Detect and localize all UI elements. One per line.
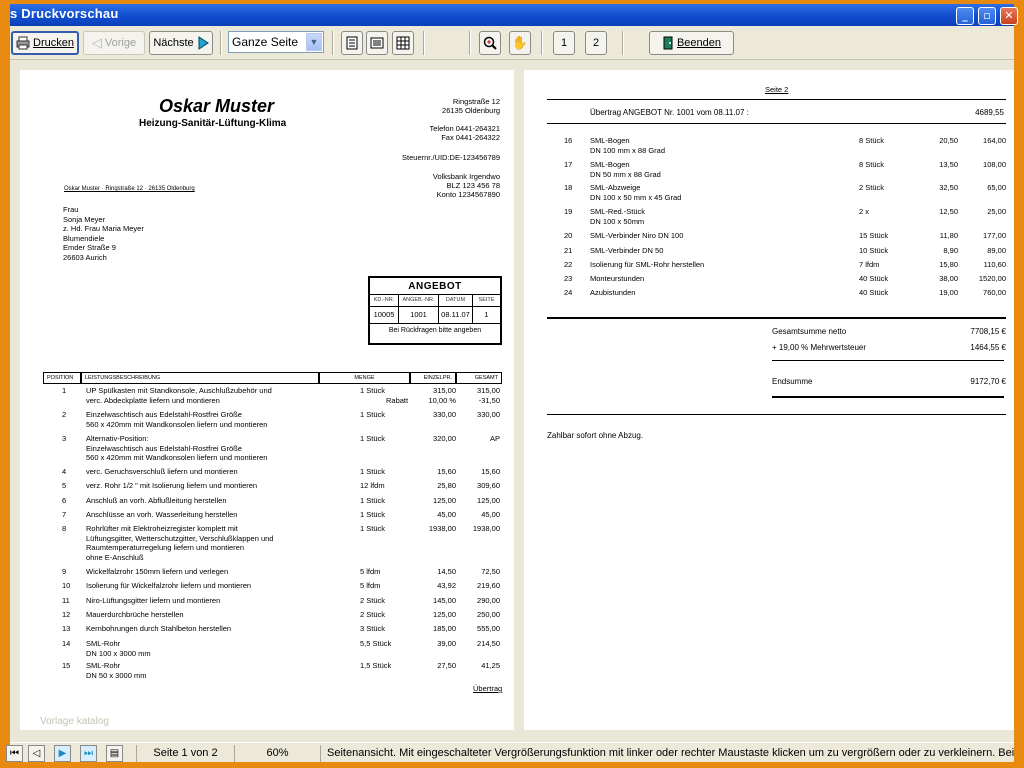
item-description: DN 50 x 3000 mm xyxy=(86,670,147,680)
item-position: 24 xyxy=(564,288,573,297)
door-exit-icon xyxy=(662,36,674,50)
zoom-indicator: 60% xyxy=(234,745,320,762)
page-indicator: Seite 1 von 2 xyxy=(136,745,234,762)
item-unit-price: 14,50 xyxy=(437,567,456,576)
item-unit-price: 38,00 xyxy=(939,274,958,283)
item-description: Monteurstunden xyxy=(590,274,645,283)
item-position: 19 xyxy=(564,207,573,216)
print-button[interactable] xyxy=(11,31,79,55)
item-total: 25,00 xyxy=(987,207,1006,216)
page-2-label: 2 xyxy=(592,37,600,49)
item-unit-price: 25,80 xyxy=(437,481,456,490)
item-total: 555,00 xyxy=(477,624,500,633)
item-description: 560 x 420mm mit Wandkonsolen liefern und montieren xyxy=(86,453,268,462)
offer-header-number: ANGEB.-NR. xyxy=(399,295,439,306)
item-quantity: 1 Stück xyxy=(360,410,386,419)
item-quantity: 15 Stück xyxy=(859,231,889,240)
status-hint: Seitenansicht. Mit eingeschalteter Vergrößerungsfunktion mit linker oder rechter Maustaste klicken um zu vergrößern oder zu verkleinern. Bei xyxy=(320,745,1014,762)
item-total: 45,00 xyxy=(481,510,500,519)
offer-page: 1 xyxy=(484,310,489,319)
status-bar xyxy=(10,742,1014,762)
final-total-value: 9172,70 € xyxy=(970,377,1006,386)
item-total: 760,00 xyxy=(983,288,1006,297)
divider xyxy=(772,360,1004,361)
item-position: 15 xyxy=(62,661,71,670)
item-description: SML-Bogen xyxy=(590,136,630,145)
item-description: Alternativ-Position: xyxy=(86,434,149,443)
toolbar-separator xyxy=(220,31,222,55)
watermark: Vorlage katalog xyxy=(40,716,109,727)
item-quantity: 1,5 Stück xyxy=(360,661,392,670)
item-quantity: 1 Stück xyxy=(360,524,386,533)
item-total: 41,25 xyxy=(481,661,500,670)
item-quantity: 7 lfdm xyxy=(859,260,880,269)
recipient-line: Frau xyxy=(63,205,79,214)
minimize-button[interactable] xyxy=(956,7,974,25)
item-description: Niro-Lüftungsgitter liefern und montieren xyxy=(86,596,221,605)
item-unit-price: 11,80 xyxy=(939,231,958,240)
item-quantity: 1 Stück xyxy=(360,467,386,476)
item-unit-price: 315,00 xyxy=(433,386,456,395)
close-icon: ✕ xyxy=(1004,9,1014,22)
item-quantity: 10 Stück xyxy=(859,246,889,255)
triangle-left-icon: ◁ xyxy=(32,748,41,759)
col-header-position: POSITION xyxy=(43,372,81,384)
company-tagline: Heizung-Sanitär-Lüftung-Klima xyxy=(139,118,287,129)
item-description: DN 100 x 3000 mm xyxy=(86,648,151,658)
page-2-label: Seite 2 xyxy=(765,85,789,94)
item-position: 23 xyxy=(564,274,573,283)
item-quantity: 2 x xyxy=(859,207,870,216)
item-unit-price: 185,00 xyxy=(433,624,456,633)
triangle-right-icon: ▶ xyxy=(58,748,67,759)
item-position: 20 xyxy=(564,231,573,240)
preview-area[interactable] xyxy=(10,60,1014,742)
item-description: Lüftungsgitter, Wetterschutzgitter, Verschlußklappen und xyxy=(86,533,274,543)
print-page-nav-button[interactable] xyxy=(106,745,123,762)
item-unit-price: 32,50 xyxy=(939,183,958,192)
item-position: 11 xyxy=(62,596,70,605)
item-total: 315,00 xyxy=(477,386,500,395)
item-description: SML-Red.-Stück xyxy=(590,207,646,216)
previous-page-button[interactable] xyxy=(83,31,145,55)
print-label: Drucken xyxy=(33,37,74,49)
item-unit-price: 45,00 xyxy=(437,510,456,519)
offer-info-box xyxy=(368,276,502,345)
item-quantity: 2 Stück xyxy=(360,610,386,619)
item-unit-price: 15,80 xyxy=(939,260,958,269)
item-description: SML-Abzweige xyxy=(590,183,641,192)
zoom-select[interactable] xyxy=(228,31,324,53)
item-position: 8 xyxy=(62,524,67,533)
first-page-button[interactable] xyxy=(6,745,23,762)
item-quantity: 2 Stück xyxy=(360,596,386,605)
item-position: 7 xyxy=(62,510,67,519)
page-icon: ▤ xyxy=(109,748,120,759)
carry-over-amount: 4689,55 xyxy=(975,108,1004,117)
item-unit-price: 125,00 xyxy=(433,610,456,619)
first-page-icon: ⏮ xyxy=(10,748,19,759)
pan-button[interactable] xyxy=(509,31,531,55)
hand-icon: ✋ xyxy=(511,35,529,50)
final-total-label: Endsumme xyxy=(772,377,813,386)
exit-button[interactable] xyxy=(649,31,734,55)
item-description: Anschlüsse an vorh. Wasserleitung herstellen xyxy=(86,510,238,519)
bank-code: BLZ 123 456 78 xyxy=(446,181,500,190)
item-quantity: 3 Stück xyxy=(360,624,386,633)
recipient-line: Blumendiele xyxy=(63,233,105,243)
triangle-right-icon xyxy=(197,36,209,50)
address-street: Ringstraße 12 xyxy=(452,97,500,106)
item-quantity: 2 Stück xyxy=(859,183,885,192)
item-description: verc. Geruchsverschluß liefern und montieren xyxy=(86,467,238,476)
single-page-view-button[interactable] xyxy=(341,31,363,55)
prev-page-nav-button[interactable] xyxy=(28,745,45,762)
item-description: DN 100 mm x 88 Grad xyxy=(590,145,666,155)
item-total: 290,00 xyxy=(477,596,500,605)
item-quantity: 8 Stück xyxy=(859,160,885,169)
item-position: 13 xyxy=(62,624,71,633)
item-description: Einzelwaschtisch aus Edelstahl-Rostfrei Größe xyxy=(86,443,242,453)
item-total: 1938,00 xyxy=(472,524,500,533)
item-position: 6 xyxy=(62,496,67,505)
maximize-button[interactable] xyxy=(978,7,996,25)
item-unit-price: 39,00 xyxy=(437,639,456,648)
item-unit-price: 15,60 xyxy=(437,467,456,476)
last-page-button[interactable] xyxy=(80,745,97,762)
bank-account: Konto 1234567890 xyxy=(436,190,500,199)
item-unit-price: 43,92 xyxy=(437,581,456,590)
address-city: 26135 Oldenburg xyxy=(442,106,500,115)
bank-name: Volksbank Irgendwo xyxy=(432,172,500,181)
item-total: 250,00 xyxy=(477,610,500,619)
col-header-quantity: MENGE xyxy=(319,372,410,384)
divider xyxy=(547,317,1006,319)
page-1-label: 1 xyxy=(560,37,568,49)
item-unit-price: 12,50 xyxy=(939,207,958,216)
col-header-total: GESAMT xyxy=(456,372,502,384)
divider xyxy=(772,396,1004,398)
item-description: Azubistunden xyxy=(590,288,636,297)
two-page-icon xyxy=(370,37,384,49)
recipient-line: z. Hd. Frau Maria Meyer xyxy=(63,224,144,233)
item-description: UP Spülkasten mit Standkonsole, Auschlußzubehör und xyxy=(86,386,272,395)
item-total: AP xyxy=(489,434,500,443)
item-position: 1 xyxy=(62,386,67,395)
item-quantity: 12 lfdm xyxy=(360,481,385,490)
toolbar-separator xyxy=(469,31,471,55)
printer-icon xyxy=(16,36,30,50)
item-unit-price: 20,50 xyxy=(939,136,958,145)
next-label: Nächste xyxy=(153,37,194,49)
magnifier-icon xyxy=(483,36,497,50)
net-total-label: Gesamtsumme netto xyxy=(772,327,847,336)
recipient-line: Emder Straße 9 xyxy=(63,243,116,252)
item-unit-price: 19,00 xyxy=(939,288,958,297)
item-position: 3 xyxy=(62,434,67,443)
item-unit-price: 8,90 xyxy=(943,246,958,255)
item-unit-price: 125,00 xyxy=(433,496,456,505)
item-discount-label: Rabatt xyxy=(386,395,409,405)
zoom-button[interactable] xyxy=(479,31,501,55)
phone: Telefon 0441-264321 xyxy=(429,124,500,133)
item-description: SML-Rohr xyxy=(86,661,121,670)
item-unit-price: 13,50 xyxy=(939,160,958,169)
restore-icon: ▫ xyxy=(983,9,991,22)
col-header-unit-price: EINZELPR. xyxy=(410,372,456,384)
recipient-line: 26603 Aurich xyxy=(63,252,107,262)
toolbar xyxy=(10,26,1014,60)
minimize-icon: _ xyxy=(962,9,968,22)
next-page-button[interactable] xyxy=(149,31,213,55)
item-position: 14 xyxy=(62,639,71,648)
divider xyxy=(547,414,1006,415)
item-total: 110,60 xyxy=(983,260,1006,269)
item-quantity: 1 Stück xyxy=(360,496,386,505)
document-page-2 xyxy=(524,70,1014,730)
item-total: 309,60 xyxy=(477,481,500,490)
item-position: 17 xyxy=(564,160,573,169)
item-description: SML-Bogen xyxy=(590,160,630,169)
item-quantity: 8 Stück xyxy=(859,136,885,145)
offer-header-date: DATUM xyxy=(439,295,473,306)
item-total: 15,60 xyxy=(481,467,500,476)
next-page-nav-button[interactable] xyxy=(54,745,71,762)
offer-number: 1001 xyxy=(399,307,439,323)
item-description: DN 50 mm x 88 Grad xyxy=(590,169,661,179)
item-unit-price: 27,50 xyxy=(437,661,456,670)
item-position: 16 xyxy=(564,136,573,145)
item-description: Rohrlüfter mit Elektroheizregister komplett mit xyxy=(86,524,238,533)
offer-note: Bei Rückfragen bitte angeben xyxy=(388,327,482,334)
item-position: 18 xyxy=(564,183,573,192)
sender-line: Oskar Muster · Ringstraße 12 · 26135 Oldenburg xyxy=(64,186,195,192)
item-total: 219,60 xyxy=(477,581,500,590)
item-quantity: 40 Stück xyxy=(859,288,889,297)
toolbar-separator xyxy=(332,31,334,55)
tax-id: Steuernr./UID:DE-123456789 xyxy=(402,153,500,162)
item-discount-amount: -31,50 xyxy=(478,395,500,405)
carry-over-label: Übertrag xyxy=(473,684,503,693)
document-page-1 xyxy=(20,70,514,730)
item-position: 2 xyxy=(62,410,67,419)
divider xyxy=(547,123,1006,124)
item-quantity: 5 lfdm xyxy=(360,567,381,576)
item-total: 164,00 xyxy=(983,136,1006,145)
item-description: Anschluß an vorh. Abflußleitung herstellen xyxy=(86,496,227,505)
single-page-icon xyxy=(346,36,358,50)
recipient-line: Sonja Meyer xyxy=(63,214,106,224)
toolbar-separator xyxy=(423,31,425,55)
item-description: DN 100 x 50mm xyxy=(590,216,645,226)
vat-label: + 19,00 % Mehrwertsteuer xyxy=(772,343,867,352)
item-description: SML-Verbinder DN 50 xyxy=(590,246,664,255)
last-page-icon: ⏭ xyxy=(84,748,93,759)
item-description: Mauerdurchbrüche herstellen xyxy=(86,610,184,619)
close-window-button[interactable] xyxy=(1000,7,1018,25)
item-description: verz. Rohr 1/2 " mit Isolierung liefern und montieren xyxy=(86,481,258,490)
item-description: SML-Rohr xyxy=(86,639,121,648)
item-position: 5 xyxy=(62,481,67,490)
item-description: DN 100 x 50 mm x 45 Grad xyxy=(590,192,682,202)
item-unit-price: 330,00 xyxy=(433,410,456,419)
offer-customer-number: 10005 xyxy=(370,307,399,323)
col-header-description: LEISTUNGSBESCHREIBUNG xyxy=(81,372,319,384)
item-description: ohne E-Anschluß xyxy=(86,552,144,562)
item-description: Kernbohrungen durch Stahlbeton herstellen xyxy=(86,624,232,633)
fax: Fax 0441-264322 xyxy=(441,133,500,142)
carry-over-text: Übertrag ANGEBOT Nr. 1001 vom 08.11.07 : xyxy=(590,108,749,117)
item-total: 214,50 xyxy=(477,639,500,648)
offer-header-page: SEITE xyxy=(478,297,495,303)
item-unit-price: 320,00 xyxy=(433,434,456,443)
item-description: Isolierung für SML-Rohr herstellen xyxy=(590,260,705,269)
item-description: SML-Verbinder Niro DN 100 xyxy=(590,231,684,240)
toolbar-separator xyxy=(541,31,543,55)
item-description: Einzelwaschtisch aus Edelstahl-Rostfrei Größe xyxy=(86,410,242,419)
item-description: Wickelfalzrohr 150mm liefern und verlegen xyxy=(86,567,229,576)
item-total: 125,00 xyxy=(477,496,500,505)
item-description: verc. Abdeckplatte liefern und montieren xyxy=(86,395,220,405)
item-quantity: 5,5 Stück xyxy=(360,639,392,648)
item-discount-percent: 10,00 % xyxy=(428,395,456,405)
grid-icon xyxy=(396,36,410,50)
triangle-left-icon: ◁ xyxy=(91,35,102,50)
item-unit-price: 145,00 xyxy=(433,596,456,605)
vat-value: 1464,55 € xyxy=(970,343,1006,352)
divider xyxy=(547,99,1006,100)
exit-label: Beenden xyxy=(676,37,722,49)
item-position: 12 xyxy=(62,610,71,619)
item-total: 65,00 xyxy=(987,183,1006,192)
toolbar-separator xyxy=(622,31,624,55)
item-total: 89,00 xyxy=(987,246,1006,255)
item-total: 72,50 xyxy=(481,567,500,576)
company-name: Oskar Muster xyxy=(159,96,275,116)
net-total-value: 7708,15 € xyxy=(970,327,1006,336)
offer-header-customer: KD.-NR. xyxy=(370,295,399,306)
item-quantity: 1 Stück xyxy=(360,386,386,395)
item-quantity: 1 Stück xyxy=(360,434,386,443)
item-position: 9 xyxy=(62,567,67,576)
offer-title: ANGEBOT xyxy=(370,278,500,295)
item-description: 560 x 420mm mit Wandkonsolen liefern und montieren xyxy=(86,419,268,429)
chevron-down-icon: ▼ xyxy=(306,33,322,51)
offer-date: 08.11.07 xyxy=(439,307,473,323)
item-description: Raumtemperaturregelung liefern und montieren xyxy=(86,543,245,552)
page-2-button[interactable] xyxy=(585,31,607,55)
title-bar xyxy=(10,4,1014,26)
item-position: 21 xyxy=(564,246,573,255)
item-position: 10 xyxy=(62,581,71,590)
previous-label: Vorige xyxy=(104,37,137,49)
item-quantity: 40 Stück xyxy=(859,274,889,283)
item-total: 108,00 xyxy=(983,160,1006,169)
page-1-button[interactable] xyxy=(553,31,575,55)
item-position: 22 xyxy=(564,260,573,269)
window-title: s Druckvorschau xyxy=(10,6,119,21)
item-total: 330,00 xyxy=(477,410,500,419)
zoom-select-value: Ganze Seite xyxy=(232,35,299,49)
item-description: Isolierung für Wickelfalzrohr liefern und montieren xyxy=(86,581,252,590)
multi-page-view-button[interactable] xyxy=(392,31,414,55)
payment-note: Zahlbar sofort ohne Abzug. xyxy=(547,431,644,440)
item-unit-price: 1938,00 xyxy=(428,524,456,533)
item-quantity: 5 lfdm xyxy=(360,581,381,590)
item-total: 1520,00 xyxy=(978,274,1006,283)
item-quantity: 1 Stück xyxy=(360,510,386,519)
item-position: 4 xyxy=(62,467,67,476)
item-total: 177,00 xyxy=(983,231,1006,240)
two-page-view-button[interactable] xyxy=(366,31,388,55)
